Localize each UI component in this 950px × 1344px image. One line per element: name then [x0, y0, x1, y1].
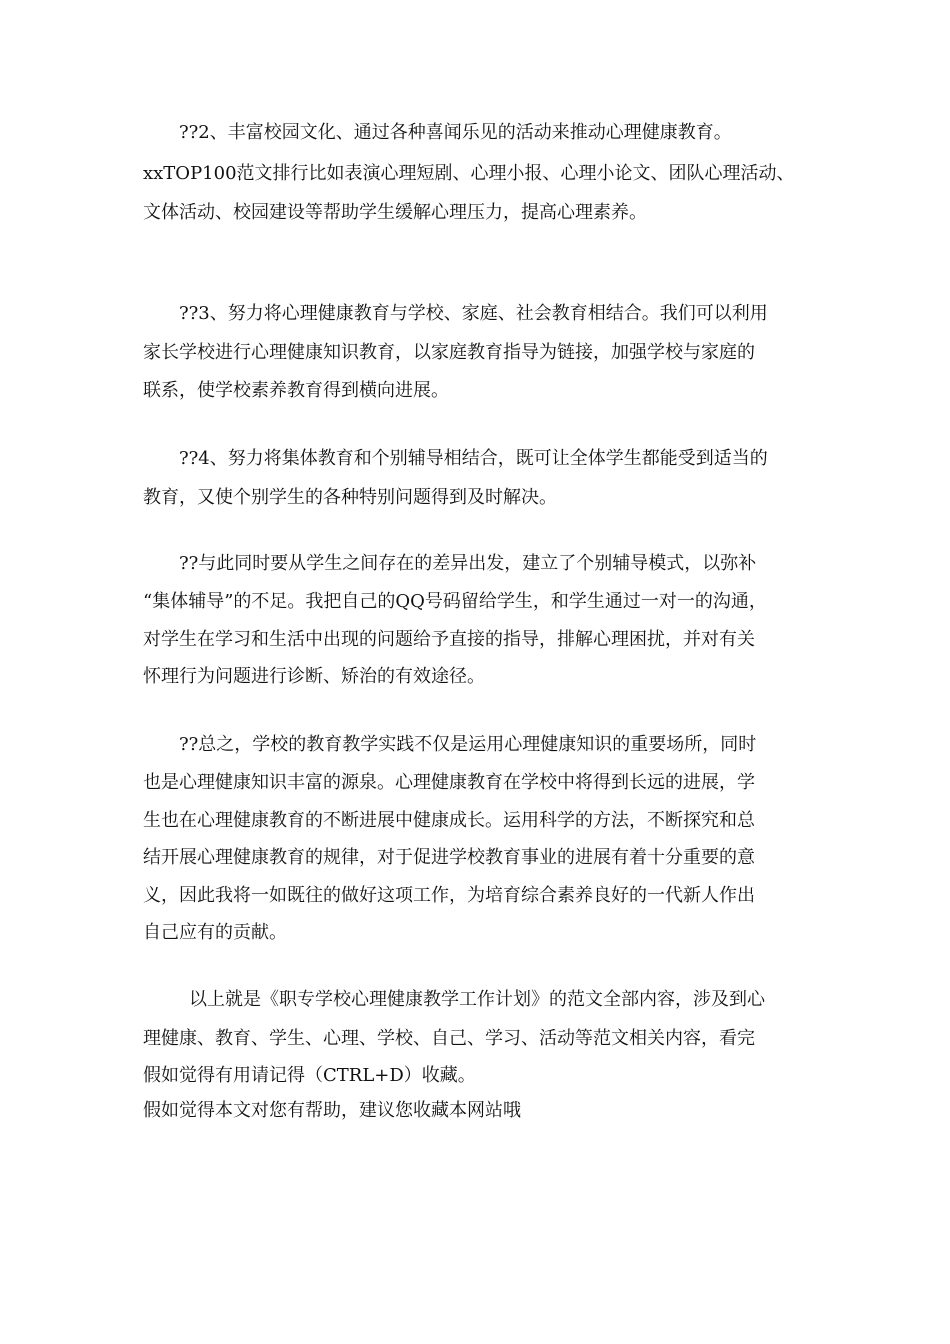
paragraph-1-line-1: ??2、丰富校园文化、通过各种喜闻乐见的活动来推动心理健康教育。	[179, 122, 732, 143]
paragraph-4-line-3: 对学生在学习和生活中出现的问题给予直接的指导，排解心理困扰，并对有关	[143, 629, 755, 650]
paragraph-5-line-3: 生也在心理健康教育的不断进展中健康成长。运用科学的方法，不断探究和总	[143, 810, 755, 831]
paragraph-5-line-2: 也是心理健康知识丰富的源泉。心理健康教育在学校中将得到长远的进展，学	[143, 772, 755, 793]
paragraph-1-line-2: xxTOP100范文排行比如表演心理短剧、心理小报、心理小论文、团队心理活动、	[143, 163, 795, 184]
paragraph-1-line-3: 文体活动、校园建设等帮助学生缓解心理压力，提高心理素养。	[143, 202, 647, 223]
paragraph-4-line-1: ??与此同时要从学生之间存在的差异出发，建立了个别辅导模式，以弥补	[179, 553, 757, 574]
paragraph-5-line-5: 义，因此我将一如既往的做好这项工作，为培育综合素养良好的一代新人作出	[143, 885, 755, 906]
paragraph-5-line-6: 自己应有的贡献。	[143, 922, 287, 943]
paragraph-3-line-2: 教育，又使个别学生的各种特别问题得到及时解决。	[143, 487, 557, 508]
footer-note: 假如觉得本文对您有帮助，建议您收藏本网站哦	[143, 1100, 521, 1121]
paragraph-4-line-2: “集体辅导”的不足。我把自己的QQ号码留给学生，和学生通过一对一的沟通，	[143, 591, 767, 612]
paragraph-3-line-1: ??4、努力将集体教育和个别辅导相结合，既可让全体学生都能受到适当的	[179, 448, 768, 469]
paragraph-4-line-4: 怀理行为问题进行诊断、矫治的有效途径。	[143, 666, 485, 687]
paragraph-2-line-2: 家长学校进行心理健康知识教育，以家庭教育指导为链接，加强学校与家庭的	[143, 342, 755, 363]
paragraph-2-line-1: ??3、努力将心理健康教育与学校、家庭、社会教育相结合。我们可以利用	[179, 303, 768, 324]
paragraph-5-line-4: 结开展心理健康教育的规律，对于促进学校教育事业的进展有着十分重要的意	[143, 847, 755, 868]
paragraph-6-line-1: 以上就是《职专学校心理健康教学工作计划》的范文全部内容，涉及到心	[189, 989, 765, 1010]
paragraph-6-line-3: 假如觉得有用请记得（CTRL+D）收藏。	[143, 1065, 476, 1086]
paragraph-5-line-1: ??总之，学校的教育教学实践不仅是运用心理健康知识的重要场所，同时	[179, 734, 757, 755]
paragraph-6-line-2: 理健康、教育、学生、心理、学校、自己、学习、活动等范文相关内容，看完	[143, 1028, 755, 1049]
paragraph-2-line-3: 联系，使学校素养教育得到横向进展。	[143, 380, 449, 401]
